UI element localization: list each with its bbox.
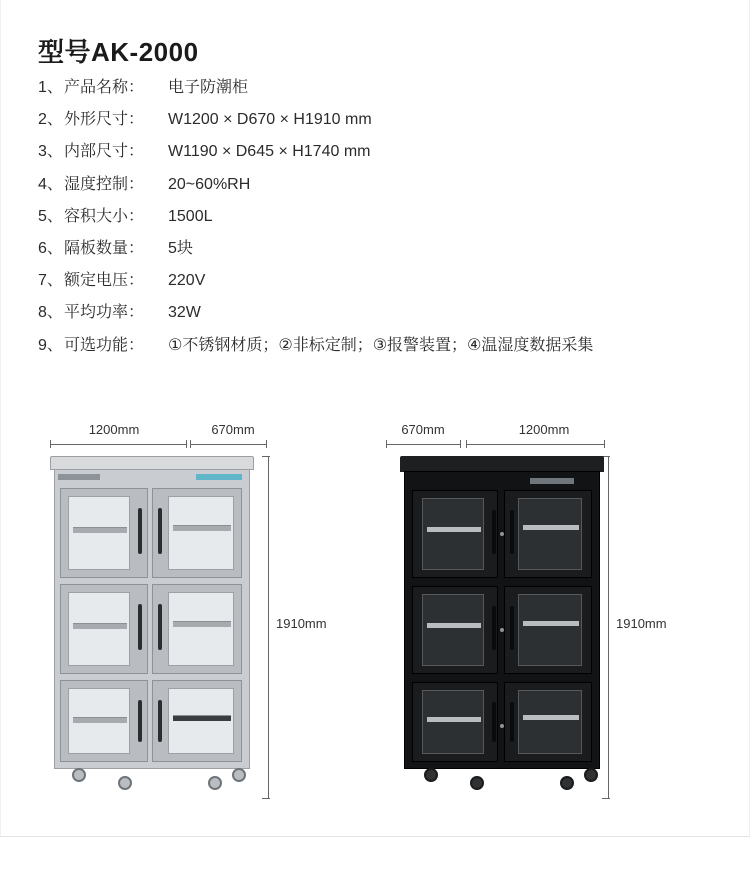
cabinet-caster <box>72 768 86 782</box>
cabinet-door-glass <box>168 496 234 570</box>
cabinet-door-glass <box>68 688 130 754</box>
cabinet-caster <box>118 776 132 790</box>
cabinet-door-glass <box>518 498 582 570</box>
cabinet-door-glass <box>68 496 130 570</box>
cabinet-lock-knob <box>500 724 504 728</box>
spec-value: 20~60%RH <box>168 175 251 193</box>
cabinet-door-glass <box>422 690 484 754</box>
dimension-line-height-right <box>608 456 609 798</box>
dimension-tick <box>604 440 605 448</box>
spec-index: 1、 <box>38 79 63 96</box>
spec-value: 电子防潮柜 <box>168 79 249 96</box>
cabinet-lock-knob <box>500 532 504 536</box>
spec-row <box>38 239 728 258</box>
cabinet-shelf <box>523 715 579 720</box>
cabinet-handle <box>510 702 514 742</box>
dimension-line-height-left <box>268 456 269 798</box>
cabinet-brand-plate <box>58 474 100 480</box>
dimension-label-width-right: 1200mm <box>518 422 570 437</box>
cabinet-top-cap <box>400 456 604 472</box>
dimension-line-width-right <box>466 444 604 445</box>
spec-row <box>38 336 728 355</box>
spec-row <box>38 271 728 290</box>
spec-label: 可选功能： <box>64 336 145 354</box>
cabinet-caster <box>232 768 246 782</box>
spec-label: 湿度控制： <box>64 175 145 193</box>
dimension-tick <box>460 440 461 448</box>
dark-cabinet-drawing <box>400 456 604 786</box>
dimension-tick <box>262 798 270 799</box>
spec-value: 32W <box>168 304 201 322</box>
cabinet-handle <box>492 510 496 554</box>
cabinet-handle <box>158 508 162 554</box>
cabinet-caster <box>584 768 598 782</box>
cabinet-handle <box>492 606 496 650</box>
spec-row <box>38 142 728 161</box>
spec-label: 平均功率： <box>64 304 145 322</box>
dimension-tick <box>50 440 51 448</box>
spec-row <box>38 110 728 129</box>
spec-label: 内部尺寸： <box>64 143 145 161</box>
spec-index: 8、 <box>38 304 63 322</box>
cabinet-door-glass <box>518 690 582 754</box>
dimension-tick <box>386 440 387 448</box>
spec-index: 5、 <box>38 207 63 225</box>
dimension-line-width-left <box>50 444 186 445</box>
spec-label: 外形尺寸： <box>64 111 145 129</box>
dimension-label-depth-left: 670mm <box>211 422 255 437</box>
cabinet-shelf <box>173 621 231 627</box>
cabinet-shelf <box>173 525 231 531</box>
cabinet-door-glass <box>68 592 130 666</box>
footer-divider <box>0 836 750 872</box>
spec-label: 产品名称： <box>64 79 145 96</box>
cabinet-shelf <box>523 621 579 626</box>
dimension-tick <box>186 440 187 448</box>
cabinet-door-glass <box>518 594 582 666</box>
dimension-line-depth-left <box>190 444 266 445</box>
spec-index: 6、 <box>38 239 63 257</box>
cabinet-handle <box>138 508 142 554</box>
dimension-tick <box>262 456 270 457</box>
dimension-label-width-left: 1200mm <box>88 422 140 437</box>
dimension-tick <box>602 798 610 799</box>
cabinet-top-cap <box>50 456 254 470</box>
spec-row <box>38 175 728 194</box>
spec-index: 7、 <box>38 272 63 290</box>
cabinet-door-glass <box>168 592 234 666</box>
cabinet-shelf <box>427 527 481 532</box>
spec-row <box>38 303 728 322</box>
cabinet-control-panel <box>196 474 242 480</box>
spec-label: 容积大小： <box>64 207 145 225</box>
dimension-label-height-left: 1910mm <box>276 616 327 631</box>
cabinet-caster <box>208 776 222 790</box>
cabinet-handle <box>138 700 142 742</box>
spec-index: 2、 <box>38 111 63 129</box>
cabinet-shelf <box>73 623 127 629</box>
cabinet-handle <box>138 604 142 650</box>
cabinet-handle <box>158 700 162 742</box>
cabinet-caster <box>470 776 484 790</box>
spec-value: W1200 × D670 × H1910 mm <box>168 111 372 129</box>
dimension-tick <box>190 440 191 448</box>
spec-value: W1190 × D645 × H1740 mm <box>168 143 371 161</box>
cabinet-caster <box>424 768 438 782</box>
spec-row <box>38 207 728 226</box>
dimension-tick <box>466 440 467 448</box>
cabinet-handle <box>510 510 514 554</box>
dimension-label-depth-right: 670mm <box>401 422 445 437</box>
cabinet-brand-plate <box>530 478 574 484</box>
cabinet-lock-knob <box>500 628 504 632</box>
cabinet-shelf <box>427 717 481 722</box>
cabinet-shelf <box>73 527 127 533</box>
spec-list <box>38 78 728 368</box>
page-title: 型号AK-2000 <box>38 37 199 67</box>
cabinet-shelf <box>523 525 579 530</box>
spec-index: 3、 <box>38 143 63 161</box>
cabinet-handle <box>492 702 496 742</box>
spec-label: 隔板数量： <box>64 239 145 257</box>
cabinet-shelf <box>73 717 127 723</box>
spec-row <box>38 78 728 97</box>
cabinet-handle <box>510 606 514 650</box>
cabinet-door-glass <box>422 594 484 666</box>
cabinet-shelf <box>173 715 231 721</box>
spec-label: 额定电压： <box>64 272 145 290</box>
spec-value: ①不锈钢材质；②非标定制；③报警装置；④温湿度数据采集 <box>168 336 594 354</box>
dimension-label-height-right: 1910mm <box>616 616 667 631</box>
cabinet-handle <box>158 604 162 650</box>
dimension-tick <box>266 440 267 448</box>
spec-value: 220V <box>168 272 206 290</box>
cabinet-door-glass <box>422 498 484 570</box>
cabinet-caster <box>560 776 574 790</box>
spec-value: 5块 <box>168 239 193 257</box>
light-cabinet-drawing <box>50 456 254 786</box>
spec-index: 9、 <box>38 336 63 354</box>
spec-index: 4、 <box>38 175 63 193</box>
cabinet-door-glass <box>168 688 234 754</box>
dimension-line-depth-right <box>386 444 460 445</box>
cabinet-shelf <box>427 623 481 628</box>
product-figures <box>0 408 750 828</box>
spec-value: 1500L <box>168 207 213 225</box>
